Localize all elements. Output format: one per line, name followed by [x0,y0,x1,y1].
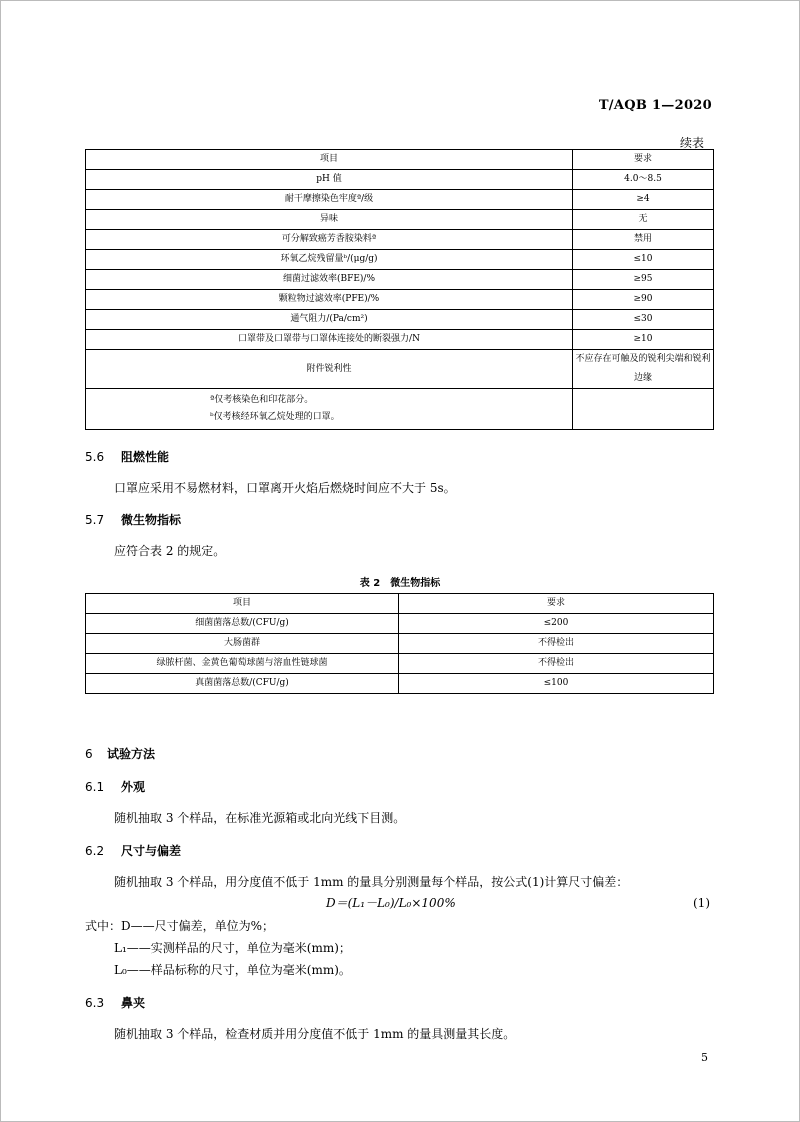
table-cell-empty [573,389,714,430]
table-cell: 细菌菌落总数/(CFU/g) [86,614,399,634]
column-header-requirement: 要求 [573,150,714,170]
section-title: 尺寸与偏差 [121,844,182,858]
section-number: 6.1 [85,780,105,794]
table-cell: ≤100 [399,674,714,694]
table-cell: 禁用 [573,230,714,250]
section-paragraph: 随机抽取 3 个样品，在标准光源箱或北向光线下目测。 [114,811,406,825]
table-row [86,170,714,190]
section-number: 6 [85,747,93,761]
table-cell: 不得检出 [399,634,714,654]
page-number: 5 [701,1051,708,1064]
section-number: 6.3 [85,996,105,1010]
table-cell: 可分解致癌芳香胺染料ª [86,230,573,250]
table-row [86,270,714,290]
table-row [86,330,714,350]
section-heading-6 [85,745,155,762]
table-row [86,190,714,210]
section-number: 5.7 [85,513,105,527]
continued-label: 续表 [679,136,704,150]
table-row [86,654,714,674]
section-heading-6-3 [85,994,145,1011]
section-heading-6-2 [85,842,181,859]
requirements-table [85,149,714,430]
table-notes-row [86,389,714,430]
table-row [86,210,714,230]
section-heading-5-6 [85,448,169,465]
table-cell: 附件锐利性 [86,350,573,389]
table-cell: ≤10 [573,250,714,270]
table-row [86,250,714,270]
table-row [86,350,714,389]
table-cell: ≤30 [573,310,714,330]
table-note: ᵇ仅考核经环氧乙烷处理的口罩。 [210,412,340,422]
table-cell: pH 值 [86,170,573,190]
table-cell: 不得检出 [399,654,714,674]
table-cell: 细菌过滤效率(BFE)/% [86,270,573,290]
section-paragraph: 应符合表 2 的规定。 [114,544,226,558]
section-paragraph: 随机抽取 3 个样品，用分度值不低于 1mm 的量具分别测量每个样品，按公式(1)计算尺寸偏差： [114,875,629,889]
table-note: ª仅考核染色和印花部分。 [210,395,314,405]
column-header-requirement: 要求 [399,594,714,614]
table-cell: 4.0～8.5 [573,170,714,190]
table-cell: ≤200 [399,614,714,634]
formula: D＝(L₁－L₀)/L₀×100% [326,896,456,910]
table-cell: ≥10 [573,330,714,350]
section-number: 5.6 [85,450,105,464]
table-cell: 通气阻力/(Pa/cm²) [86,310,573,330]
formula-where: 式中：D——尺寸偏差，单位为%； [85,919,275,933]
table-cell: 不应存在可触及的锐利尖端和锐利边缘 [573,350,714,389]
table-row [86,230,714,250]
table-notes [86,389,573,430]
table-cell: ≥4 [573,190,714,210]
column-header-item: 项目 [86,594,399,614]
column-header-item: 项目 [86,150,573,170]
table-cell: 口罩带及口罩带与口罩体连接处的断裂强力/N [86,330,573,350]
table-row [86,614,714,634]
table-cell: 绿脓杆菌、金黄色葡萄球菌与溶血性链球菌 [86,654,399,674]
table-cell: 耐干摩擦染色牢度ª/级 [86,190,573,210]
table-cell: 异味 [86,210,573,230]
table-cell: ≥90 [573,290,714,310]
table-row [86,634,714,654]
section-heading-6-1 [85,778,145,795]
table-cell: 颗粒物过滤效率(PFE)/% [86,290,573,310]
section-paragraph: 随机抽取 3 个样品，检查材质并用分度值不低于 1mm 的量具测量其长度。 [114,1027,516,1041]
section-paragraph: 口罩应采用不易燃材料，口罩离开火焰后燃烧时间应不大于 5s。 [114,481,456,495]
microbial-table [85,593,714,694]
table-row [86,310,714,330]
table-cell: 真菌菌落总数/(CFU/g) [86,674,399,694]
section-title: 微生物指标 [121,513,182,527]
formula-variable: L₁——实测样品的尺寸，单位为毫米(mm)； [114,941,351,955]
section-title: 试验方法 [107,747,156,761]
standard-code: T/AQB 1—2020 [598,98,712,113]
table-row [86,674,714,694]
formula-number: (1) [693,896,710,910]
section-title: 阻燃性能 [121,450,170,464]
table-cell: 无 [573,210,714,230]
table-header-row [86,150,714,170]
table-row [86,290,714,310]
section-title: 鼻夹 [121,996,146,1010]
table-caption: 表 2 微生物指标 [359,578,441,589]
formula-variable: L₀——样品标称的尺寸，单位为毫米(mm)。 [114,963,351,977]
section-number: 6.2 [85,844,105,858]
table-header-row [86,594,714,614]
section-heading-5-7 [85,511,181,528]
section-title: 外观 [121,780,146,794]
table-cell: 环氧乙烷残留量ᵇ/(μg/g) [86,250,573,270]
table-cell: ≥95 [573,270,714,290]
table-cell: 大肠菌群 [86,634,399,654]
